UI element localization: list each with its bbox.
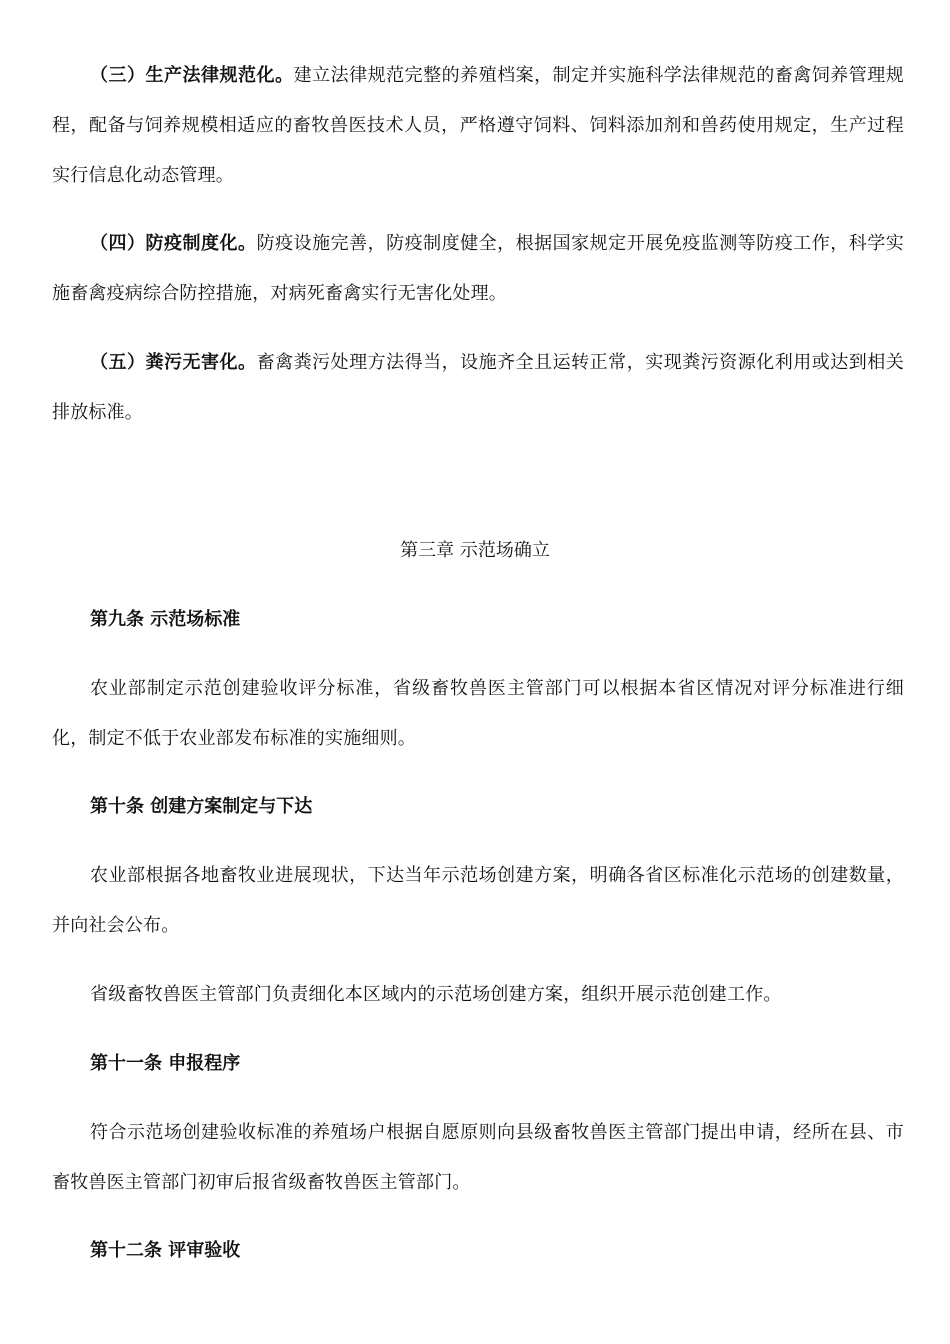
- article-10-title: 第十条 创建方案制定与下达: [90, 796, 313, 817]
- article-11-title: 第十一条 申报程序: [90, 1053, 241, 1074]
- article-9-title: 第九条 示范场标准: [90, 609, 241, 630]
- section-lead: （五）粪污无害化。: [90, 352, 257, 373]
- section-text: 建立法律规范完整的养殖档案，制定并实施科学法律规范的畜禽饲养管理规程，配备与饲养规模相适应的畜牧兽医技术人员，严格遵守饲料、饲料添加剂和兽药使用规定，生产过程实行信息化动态管理。: [52, 65, 904, 186]
- article-10-paragraph-1: 农业部根据各地畜牧业进展现状，下达当年示范场创建方案，明确各省区标准化示范场的创建数量，并向社会公布。: [52, 865, 904, 936]
- section-production-standardization: [52, 51, 904, 201]
- section-epidemic-prevention: [52, 219, 904, 319]
- chapter-title: 第三章 示范场确立: [400, 540, 550, 561]
- article-11-paragraph: 符合示范场创建验收标准的养殖场户根据自愿原则向县级畜牧兽医主管部门提出申请，经所在县、市畜牧兽医主管部门初审后报省级畜牧兽医主管部门。: [52, 1122, 904, 1193]
- section-text: 畜禽粪污处理方法得当，设施齐全且运转正常，实现粪污资源化利用或达到相关排放标准。: [52, 352, 904, 423]
- section-lead: （四）防疫制度化。: [90, 233, 257, 254]
- section-text: 防疫设施完善，防疫制度健全，根据国家规定开展免疫监测等防疫工作，科学实施畜禽疫病综合防控措施，对病死畜禽实行无害化处理。: [52, 233, 904, 304]
- article-10-paragraph-2: 省级畜牧兽医主管部门负责细化本区域内的示范场创建方案，组织开展示范创建工作。: [90, 984, 782, 1005]
- article-9-paragraph: 农业部制定示范创建验收评分标准，省级畜牧兽医主管部门可以根据本省区情况对评分标准进行细化，制定不低于农业部发布标准的实施细则。: [52, 678, 904, 749]
- article-12-title: 第十二条 评审验收: [90, 1240, 241, 1261]
- section-manure-treatment: [52, 338, 904, 438]
- section-lead: （三）生产法律规范化。: [90, 65, 294, 86]
